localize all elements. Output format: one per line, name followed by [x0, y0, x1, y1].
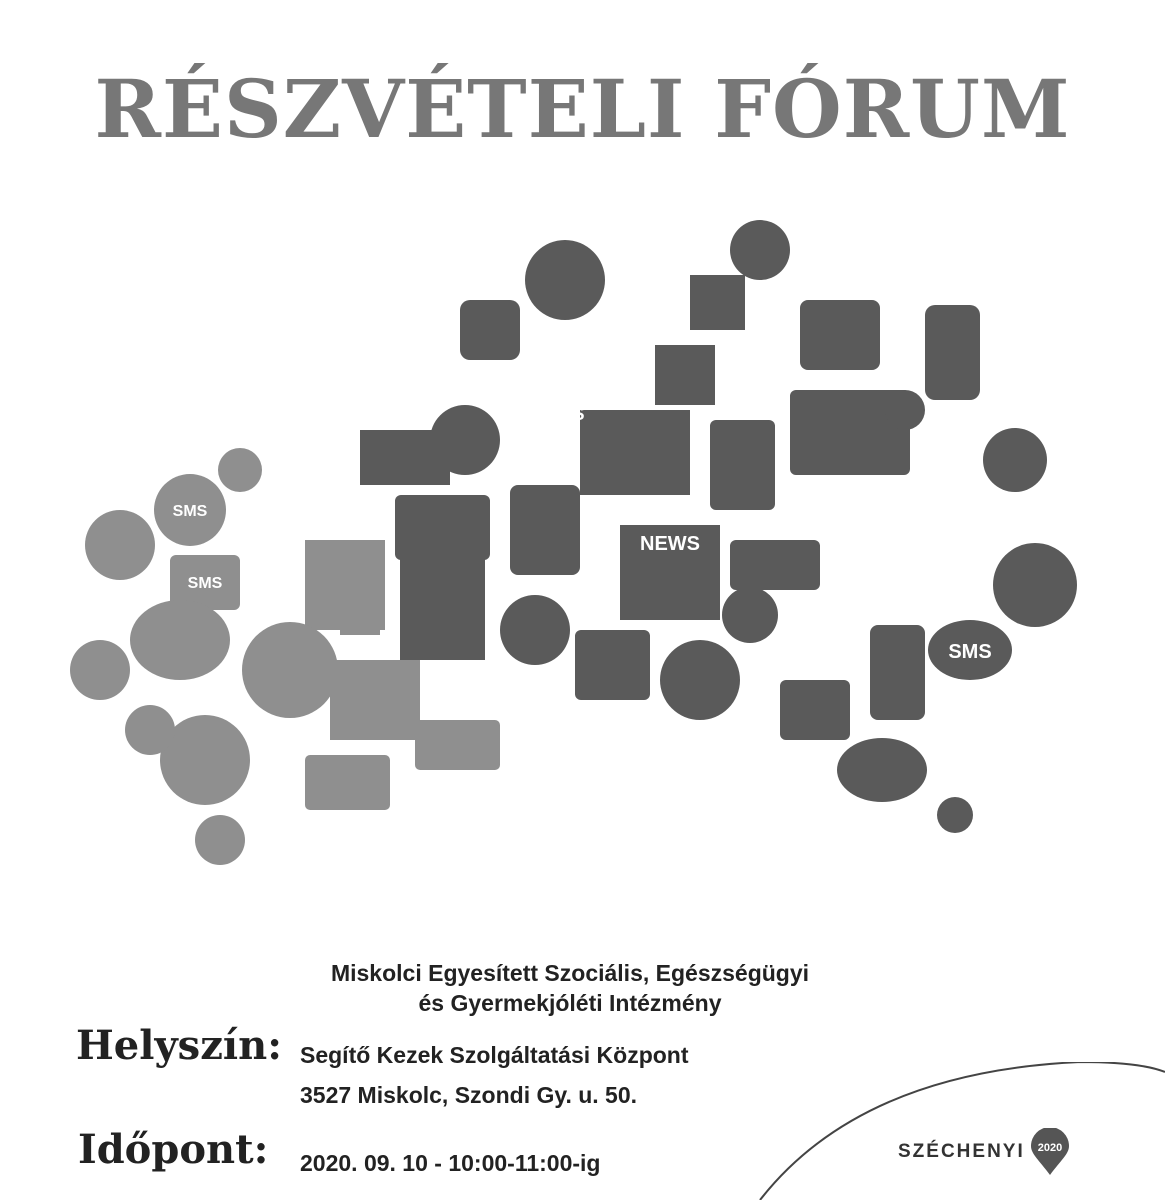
id-card-icon	[305, 755, 390, 810]
sms-label: SMS	[948, 641, 992, 663]
antenna-icon	[500, 595, 570, 665]
logo-year: 2020	[1037, 1142, 1062, 1154]
time-label: Időpont:	[78, 1126, 269, 1173]
megaphone-icon	[125, 705, 175, 755]
logo-text: SZÉCHENYI	[898, 1141, 1025, 1162]
globe-icon	[85, 510, 155, 580]
users-icon	[722, 587, 778, 643]
chat-bubble-icon	[837, 738, 927, 802]
location-line-1: Segítő Kezek Szolgáltatási Központ	[300, 1042, 689, 1068]
radio-icon	[730, 540, 820, 590]
star-folder-icon	[655, 345, 715, 405]
feather-icon	[195, 815, 245, 865]
globe-icon	[983, 428, 1047, 492]
time-value: 2020. 09. 10 - 10:00-11:00-ig	[300, 1150, 601, 1176]
webcam-icon	[660, 640, 740, 720]
tablet-icon	[510, 485, 580, 575]
bird-small-icon	[218, 448, 262, 492]
mobile-phone-icon	[925, 305, 980, 400]
phone-book-icon	[710, 420, 775, 510]
headphones-icon	[430, 405, 500, 475]
fax-icon	[525, 240, 605, 320]
chat-bubble-icon	[130, 600, 230, 680]
smartphone-icon	[870, 625, 925, 720]
telephone-small-icon	[780, 680, 850, 740]
radio-icon	[415, 720, 500, 770]
location-label: Helyszín:	[76, 1022, 282, 1069]
location-line-2: 3527 Miskolc, Szondi Gy. u. 50.	[300, 1082, 638, 1108]
speech-bubble-illustration	[60, 210, 1100, 910]
bird-icon	[242, 622, 338, 718]
microphone-icon	[885, 390, 925, 430]
sms-label: SMS	[545, 404, 585, 424]
star-icon	[340, 595, 380, 635]
satellite-icon	[70, 640, 130, 700]
sms-label: SMS	[187, 575, 223, 592]
bird-small-icon	[937, 797, 973, 833]
organization-name	[290, 958, 850, 1018]
news-label: NEWS	[640, 533, 700, 555]
location-pin-icon	[1029, 1128, 1071, 1176]
telephone-icon	[460, 300, 520, 360]
bird-icon	[730, 220, 790, 280]
people-icon	[330, 660, 420, 740]
tv-icon	[800, 300, 880, 370]
sms-label: SMS	[172, 503, 208, 520]
organization-line-2: és Gyermekjóléti Intézmény	[418, 990, 722, 1016]
organization-line-1: Miskolci Egyesített Szociális, Egészségügyi	[330, 960, 810, 986]
szechenyi-2020-logo	[898, 1128, 1071, 1176]
page-title: RÉSZVÉTELI FÓRUM	[94, 62, 1071, 156]
news-paper-small-icon	[690, 275, 745, 330]
globe-network-icon	[993, 543, 1077, 627]
fax-small-icon	[575, 630, 650, 700]
envelope-large-icon	[580, 410, 690, 495]
document-icon	[400, 550, 485, 660]
